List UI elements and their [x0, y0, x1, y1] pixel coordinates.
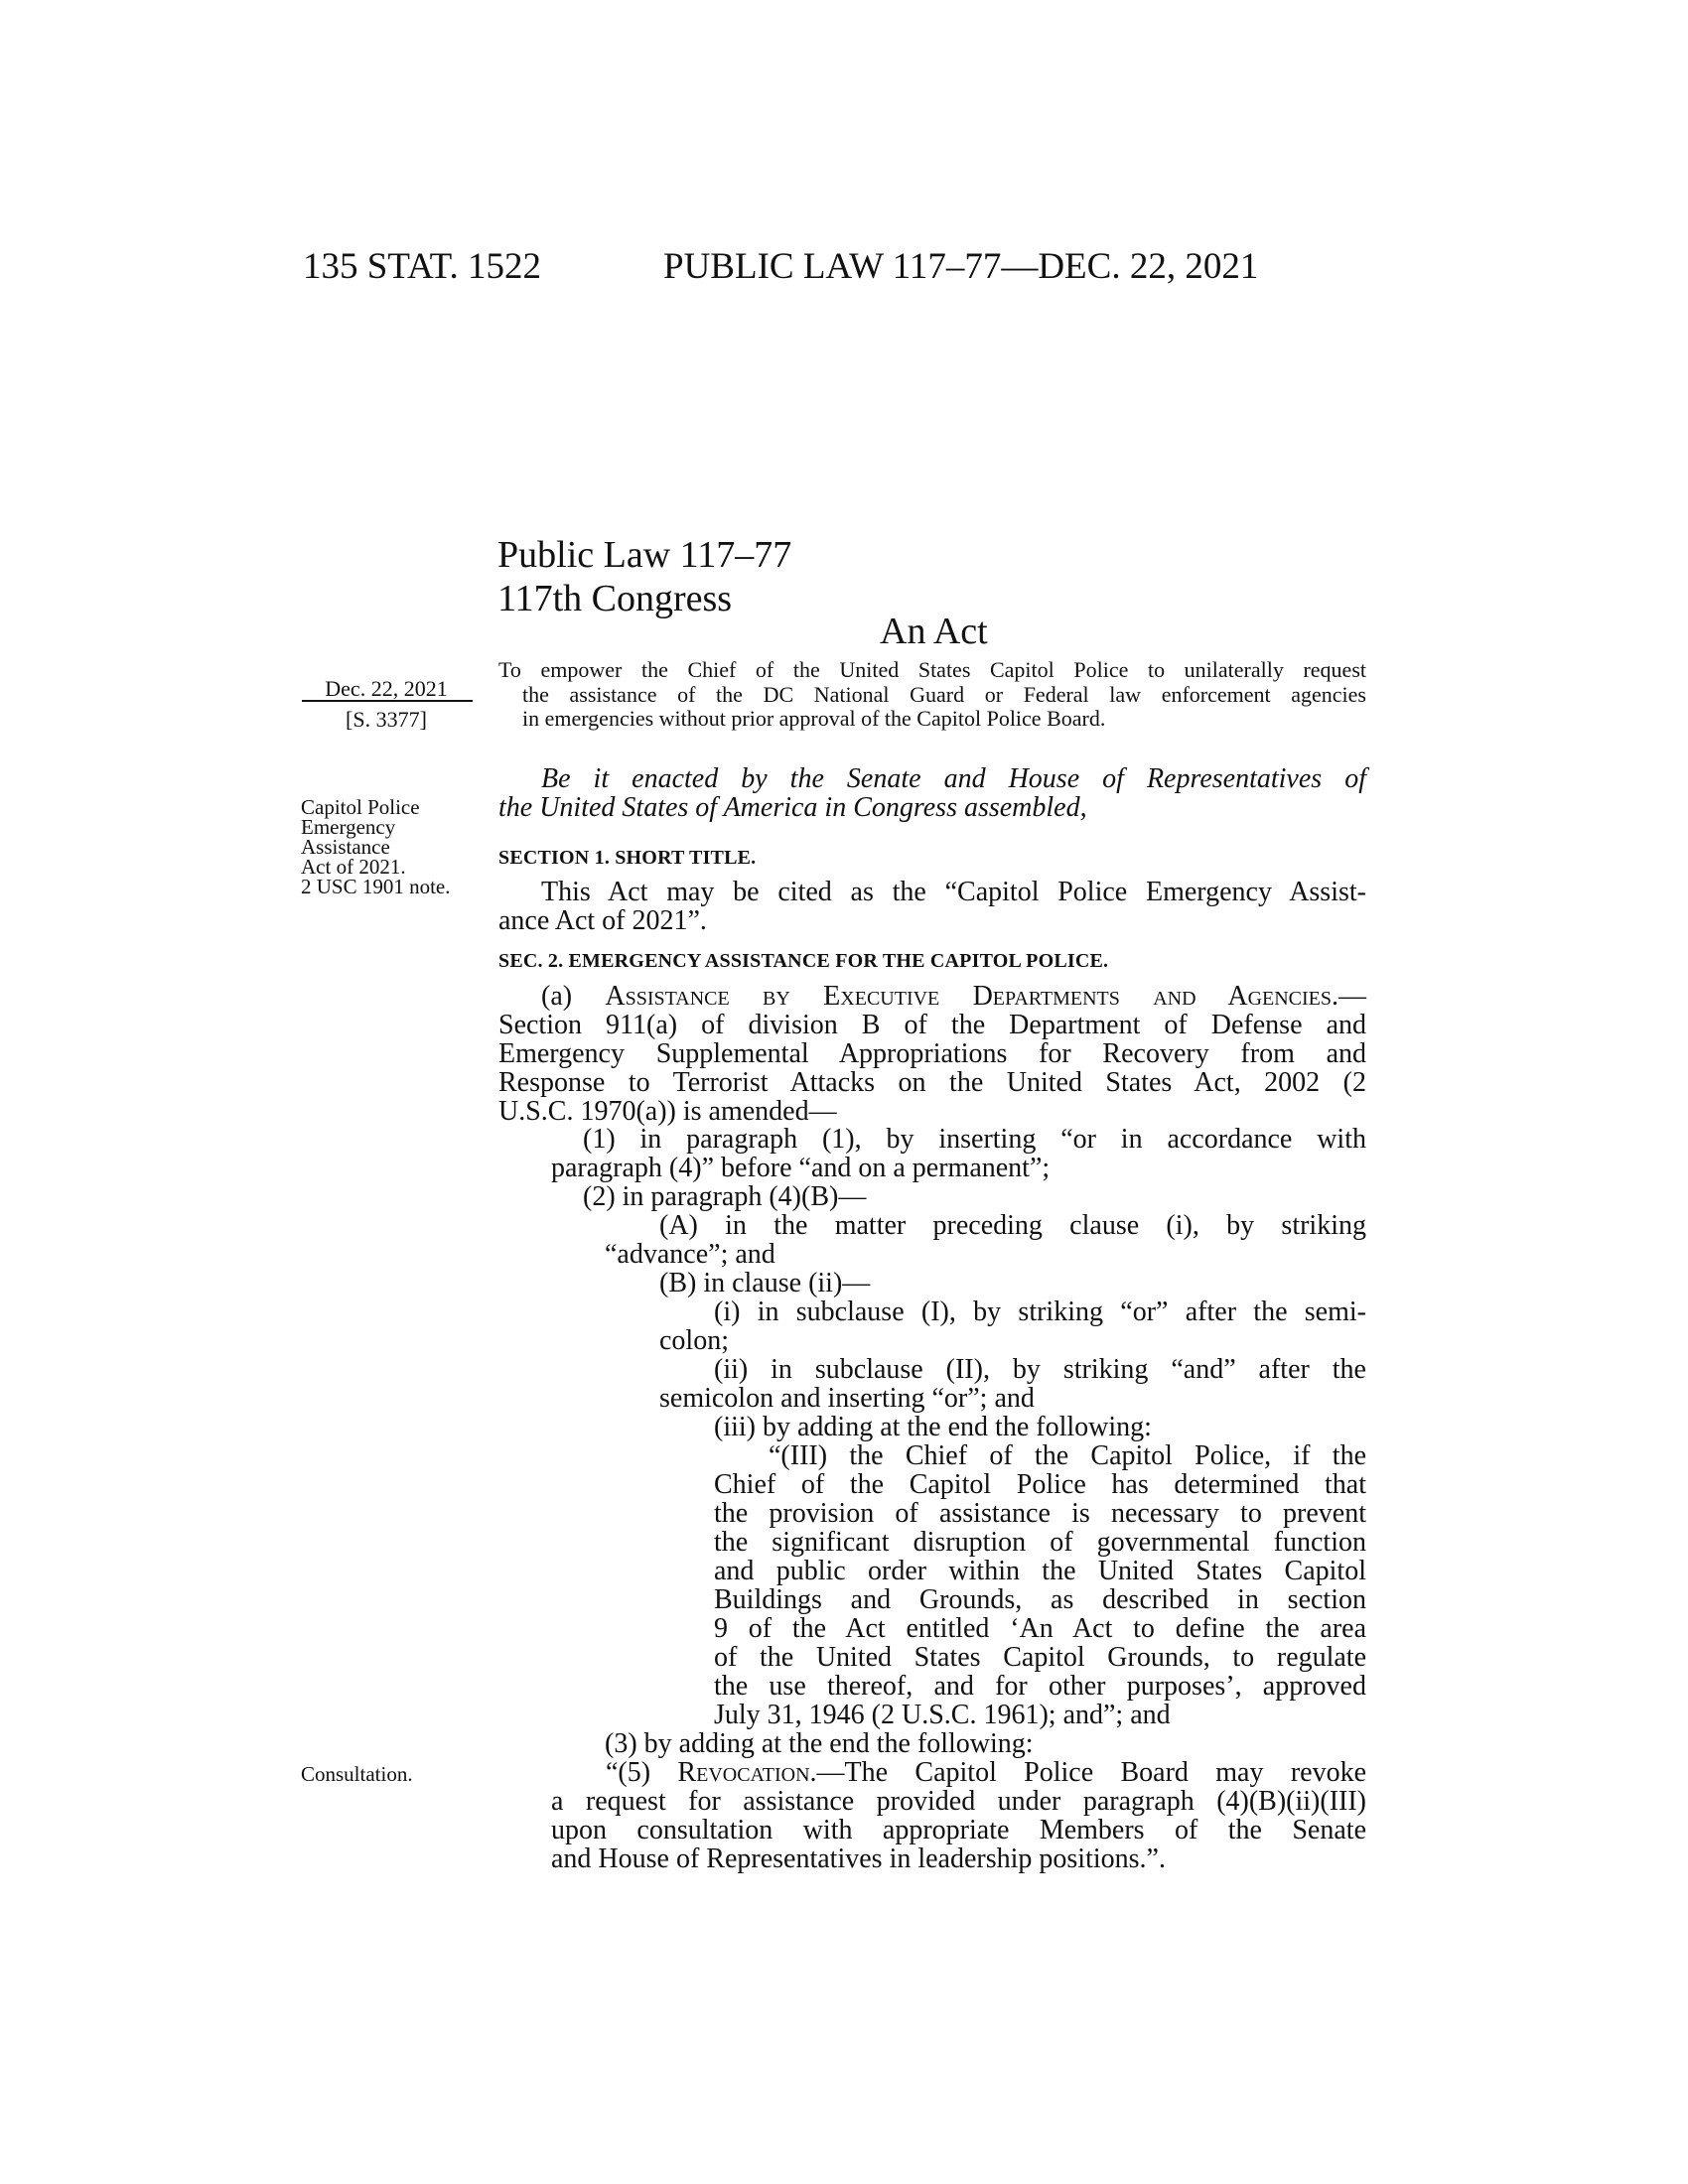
subparagraph-b	[659, 1269, 1366, 1297]
quoted-paragraph-5	[551, 1758, 1366, 1873]
quoted-line: the use thereof, and for other purposes’, approved	[714, 1671, 1366, 1702]
subsection-a-line: Section 911(a) of division B of the Department of Defense and	[498, 1010, 1366, 1040]
subparagraph-a-line: (A) in the matter preceding clause (i), by striking	[659, 1210, 1366, 1241]
quoted-line: the provision of assistance is necessary to prevent	[714, 1498, 1366, 1529]
clause-ii	[659, 1355, 1366, 1413]
section-1-text	[498, 878, 1366, 935]
quoted-line: of the United States Capitol Grounds, to regulate	[714, 1642, 1366, 1673]
subsection-a-line: U.S.C. 1970(a)) is amended—	[498, 1096, 837, 1127]
paragraph-1-line: (1) in paragraph (1), by inserting “or in accordance with	[583, 1124, 1366, 1155]
margin-note-line: Capitol Police	[301, 795, 420, 819]
margin-note-line: Assistance	[301, 835, 390, 859]
purpose-line: To empower the Chief of the United States Capitol Police to unilaterally request	[498, 657, 1366, 682]
paragraph-5-label: “(5)	[606, 1757, 678, 1788]
paragraph-5-line: and House of Representatives in leadership positions.”.	[551, 1843, 1166, 1874]
purpose-line: the assistance of the DC National Guard or Federal law enforcement agencies	[522, 681, 1366, 707]
paragraph-3-line: (3) by adding at the end the following:	[605, 1728, 1034, 1759]
paragraph-5-heading-line	[551, 1758, 1366, 1787]
clause-iii-line: (iii) by adding at the end the following:	[714, 1412, 1152, 1442]
margin-note-line: Act of 2021.	[301, 855, 406, 879]
subparagraph-b-line: (B) in clause (ii)—	[659, 1268, 871, 1298]
margin-divider	[302, 700, 473, 702]
quoted-line: Buildings and Grounds, as described in section	[714, 1584, 1366, 1615]
clause-i-line: colon;	[659, 1325, 729, 1356]
enacting-line: Be it enacted by the Senate and House of Representatives of	[541, 763, 1366, 794]
quoted-line: “(III) the Chief of the Capitol Police, if the	[769, 1440, 1366, 1471]
paragraph-5-first-line: .—The Capitol Police Board may revoke	[809, 1757, 1366, 1788]
clause-iii	[714, 1413, 1366, 1441]
subsection-a-heading-line	[498, 982, 1366, 1011]
purpose-line: in emergencies without prior approval of the Capitol Police Board.	[522, 706, 1106, 731]
margin-consultation-note: Consultation.	[301, 1762, 413, 1786]
paragraph-5-line: upon consultation with appropriate Members of the Senate	[551, 1815, 1366, 1845]
enacting-line: the United States of America in Congress assembled,	[498, 792, 1087, 823]
quoted-line: Chief of the Capitol Police has determined that	[714, 1469, 1366, 1500]
subsection-a-label: (a)	[541, 981, 606, 1012]
section-1-line: This Act may be cited as the “Capitol Police Emergency Assist-	[541, 877, 1366, 907]
stat-page-number: 135 STAT. 1522	[303, 246, 541, 287]
clause-ii-line: (ii) in subclause (II), by striking “and” after the	[714, 1354, 1366, 1385]
subparagraph-a	[605, 1211, 1366, 1269]
margin-bill-number: [S. 3377]	[346, 707, 427, 732]
subsection-a-line: Response to Terrorist Attacks on the United States Act, 2002 (2	[498, 1067, 1366, 1098]
paragraph-1-line: paragraph (4)” before “and on a permanent”;	[551, 1153, 1051, 1183]
margin-date: Dec. 22, 2021	[325, 676, 448, 701]
subsection-a-heading: Assistance by Executive Departments and Agencies.—	[605, 981, 1367, 1012]
purpose-statement	[498, 658, 1366, 732]
quoted-line: 9 of the Act entitled ‘An Act to define the area	[714, 1613, 1366, 1644]
section-1-heading: SECTION 1. SHORT TITLE.	[498, 847, 757, 869]
an-act-heading: An Act	[880, 611, 988, 652]
section-2-heading: SEC. 2. EMERGENCY ASSISTANCE FOR THE CAPITOL POLICE.	[498, 950, 1109, 972]
paragraph-2	[583, 1182, 1366, 1211]
clause-i	[659, 1297, 1366, 1355]
paragraph-2-line: (2) in paragraph (4)(B)—	[583, 1181, 867, 1212]
congress-number: 117th Congress	[497, 578, 733, 619]
paragraph-1	[551, 1125, 1366, 1182]
section-1-line: ance Act of 2021”.	[498, 905, 707, 936]
running-header-title: PUBLIC LAW 117–77—DEC. 22, 2021	[663, 246, 1259, 287]
subparagraph-a-line: “advance”; and	[605, 1239, 775, 1270]
quoted-line: the significant disruption of governmental function	[714, 1527, 1366, 1558]
quoted-subclause-iii	[714, 1441, 1366, 1729]
clause-i-line: (i) in subclause (I), by striking “or” after the semi-	[714, 1297, 1366, 1327]
public-law-number: Public Law 117–77	[497, 534, 792, 576]
margin-short-title-note	[301, 797, 451, 896]
margin-note-line: Emergency	[301, 815, 396, 839]
paragraph-5-heading: Revocation	[677, 1757, 810, 1788]
clause-ii-line: semicolon and inserting “or”; and	[659, 1383, 1035, 1414]
quoted-line: and public order within the United States Capitol	[714, 1556, 1366, 1586]
paragraph-3	[605, 1729, 1366, 1758]
quoted-line: July 31, 1946 (2 U.S.C. 1961); and”; and	[714, 1700, 1171, 1730]
margin-note-line: 2 USC 1901 note.	[301, 875, 451, 898]
subsection-a-line: Emergency Supplemental Appropriations for Recovery from and	[498, 1038, 1366, 1069]
enacting-clause	[498, 764, 1366, 822]
subsection-a	[498, 982, 1366, 1126]
paragraph-5-line: a request for assistance provided under paragraph (4)(B)(ii)(III)	[551, 1786, 1366, 1817]
